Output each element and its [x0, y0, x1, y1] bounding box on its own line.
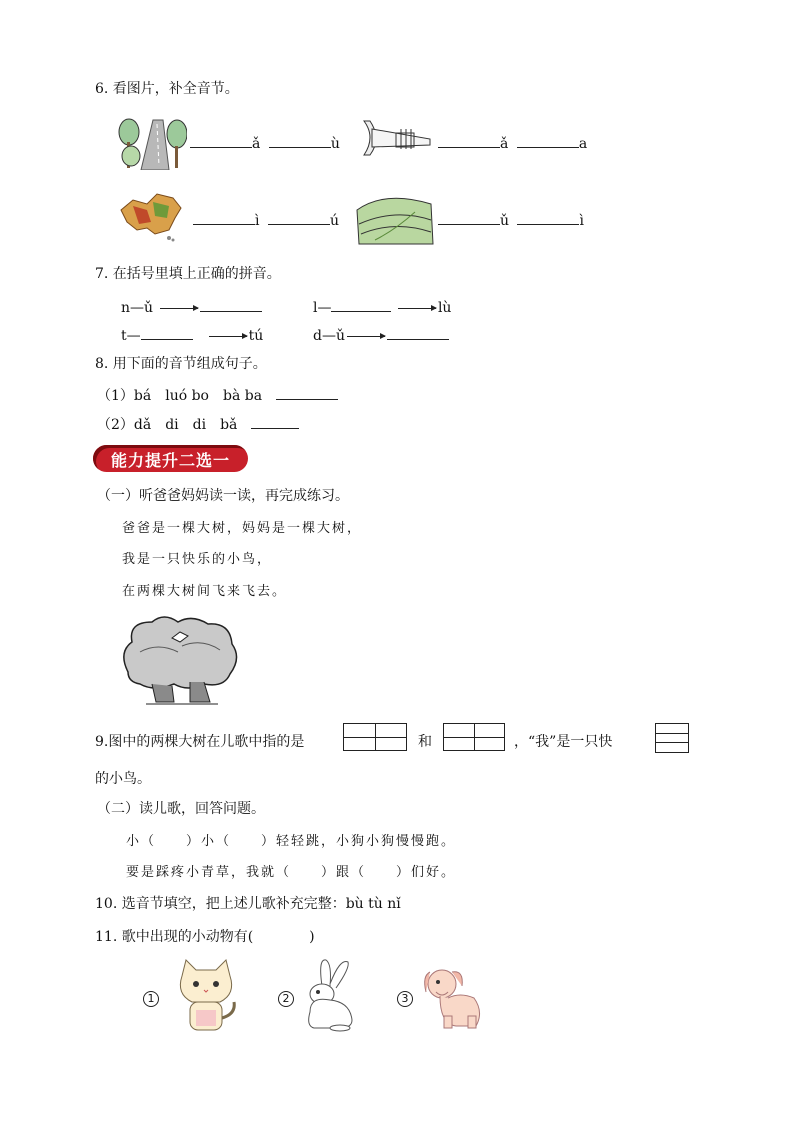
q6-title: 6. 看图片，补全音节。 [95, 81, 239, 97]
q8-sentence2: （2）dǎ di di bǎ [97, 414, 299, 434]
option-1-marker: 1 [143, 990, 159, 1007]
q6-item4: ǔ ì [438, 210, 584, 229]
part1-title: （一）听爸爸妈妈读一读，再完成练习。 [97, 488, 349, 504]
q7-line2-left: t— tú [121, 325, 263, 345]
rhyme-line2: 要是踩疼小青草，我就（ ）跟（ ）们好。 [126, 865, 457, 880]
rhyme-line1: 小（ ）小（ ）轻轻跳，小狗小狗慢慢跑。 [126, 834, 457, 849]
q9-text1: 9.图中的两棵大树在儿歌中指的是 [95, 734, 305, 750]
q6-item1: ǎ ù [190, 133, 340, 152]
q9-box3[interactable] [655, 723, 689, 753]
fields-image [355, 190, 435, 246]
poem-line2: 我是一只快乐的小鸟， [122, 552, 273, 567]
option-2-marker: 2 [278, 990, 294, 1007]
q6-item2: ǎ a [438, 133, 587, 152]
ability-badge: 能力提升二选一 [93, 445, 248, 472]
dog-image[interactable] [420, 962, 486, 1032]
q7-title: 7. 在括号里填上正确的拼音。 [95, 266, 281, 282]
q9-box1[interactable] [343, 723, 407, 751]
q9-text2: ，“我”是一只快 [514, 734, 613, 750]
china-map-image [117, 188, 185, 244]
q9-box2[interactable] [443, 723, 505, 751]
q7-line1-left: n—ǔ [121, 297, 262, 316]
poem-line3: 在两棵大树间飞来飞去。 [122, 584, 288, 599]
two-trees-image [118, 612, 242, 708]
q9-and: 和 [418, 734, 432, 750]
option-3-marker: 3 [397, 990, 413, 1007]
q10-text: 10. 选音节填空，把上述儿歌补充完整：bù tù nǐ [95, 896, 401, 912]
cat-image[interactable] [172, 958, 240, 1034]
q11-text: 11. 歌中出现的小动物有( ) [95, 929, 315, 945]
q8-sentence1: （1）bá luó bo bà ba [97, 385, 338, 405]
q9-text3: 的小鸟。 [95, 771, 151, 787]
q6-item3: ì ú [193, 210, 339, 229]
q7-line1-right: l— lù [313, 297, 451, 316]
road-trees-image [117, 112, 187, 170]
part2-title: （二）读儿歌，回答问题。 [97, 801, 265, 817]
rabbit-image[interactable] [300, 956, 360, 1032]
q7-line2-right: d—ǔ [313, 325, 449, 344]
poem-line1: 爸爸是一棵大树，妈妈是一棵大树， [122, 521, 363, 536]
q8-title: 8. 用下面的音节组成句子。 [95, 356, 267, 372]
trumpet-image [360, 115, 436, 163]
